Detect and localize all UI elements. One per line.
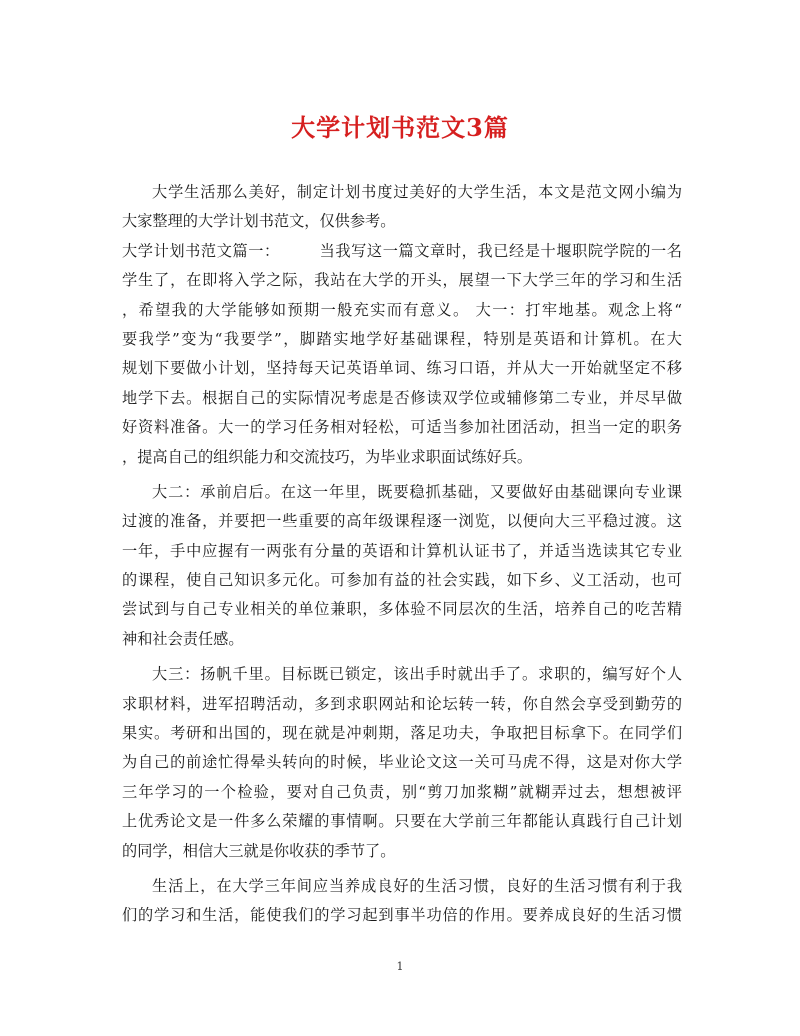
text-line: ，提高自己的组织能力和交流技巧，为毕业求职面试练好兵。 xyxy=(122,447,533,466)
text-line: 大家整理的大学计划书范文，仅供参考。 xyxy=(122,212,396,231)
text-line: 一年，手中应握有一两张有分量的英语和计算机认证书了，并适当选读其它专业 xyxy=(122,541,682,560)
paragraph-year-three xyxy=(122,660,682,866)
text-line: 过渡的准备，并要把一些重要的高年级课程逐一浏览，以便向大三平稳过渡。这 xyxy=(122,512,682,531)
text-line: 大学计划书范文篇一： 当我写这一篇文章时，我已经是十堰职院学院的一名 xyxy=(122,241,682,260)
page-number: 1 xyxy=(396,960,404,973)
text-line: 的同学，相信大三就是你收获的季节了。 xyxy=(122,841,396,860)
text-line: 果实。考研和出国的，现在就是冲刺期，落足功夫，争取把目标拿下。在同学们 xyxy=(122,724,682,743)
text-line: 好资料准备。大一的学习任务相对轻松，可适当参加社团活动，担当一定的职务 xyxy=(122,418,682,437)
text-line: 大学生活那么美好，制定计划书度过美好的大学生活，本文是范文网小编为 xyxy=(152,183,682,201)
text-line: 为自己的前途忙得晕头转向的时候，毕业论文这一关可马虎不得，这是对你大学 xyxy=(122,753,682,772)
text-line: 求职材料，进军招聘活动，多到求职网站和论坛转一转，你自然会享受到勤劳的 xyxy=(122,694,682,713)
paragraph-plan-one xyxy=(122,237,682,472)
text-line: 要我学”变为“我要学”，脚踏实地学好基础课程，特别是英语和计算机。在大 xyxy=(122,329,682,348)
text-line: 的课程，使自己知识多元化。可参加有益的社会实践，如下乡、义工活动，也可 xyxy=(122,571,682,590)
paragraph-intro xyxy=(122,178,682,237)
text-line: 学生了，在即将入学之际，我站在大学的开头，展望一下大学三年的学习和生活 xyxy=(122,271,682,290)
text-line: 大三：扬帆千里。目标既已锁定，该出手时就出手了。求职的，编写好个人 xyxy=(152,665,682,684)
text-line: 们的学习和生活，能使我们的学习起到事半功倍的作用。要养成良好的生活习惯 xyxy=(122,906,682,925)
text-line: 上优秀论文是一件多么荣耀的事情啊。只要在大学前三年都能认真践行自己计划 xyxy=(122,812,682,831)
text-line: 规划下要做小计划，坚持每天记英语单词、练习口语，并从大一开始就坚定不移 xyxy=(122,359,682,378)
document-body xyxy=(122,178,682,931)
text-line: 尝试到与自己专业相关的单位兼职，多体验不同层次的生活，培养自己的吃苦精 xyxy=(122,600,682,619)
text-line: ，希望我的大学能够如预期一般充实而有意义。 大一：打牢地基。观念上将“ xyxy=(122,300,682,319)
text-line: 生活上，在大学三年间应当养成良好的生活习惯，良好的生活习惯有利于我 xyxy=(152,876,682,895)
paragraph-life xyxy=(122,872,682,931)
text-line: 神和社会责任感。 xyxy=(122,629,244,648)
text-line: 地学下去。根据自己的实际情况考虑是否修读双学位或辅修第二专业，并尽早做 xyxy=(122,388,682,407)
document-title: 大学计划书范文3篇 xyxy=(291,113,509,142)
text-line: 三年学习的一个检验，要对自己负责，别“剪刀加浆糊”就糊弄过去，想想被评 xyxy=(122,782,682,801)
text-line: 大二：承前启后。在这一年里，既要稳抓基础，又要做好由基础课向专业课 xyxy=(152,482,682,501)
paragraph-year-two xyxy=(122,478,682,654)
